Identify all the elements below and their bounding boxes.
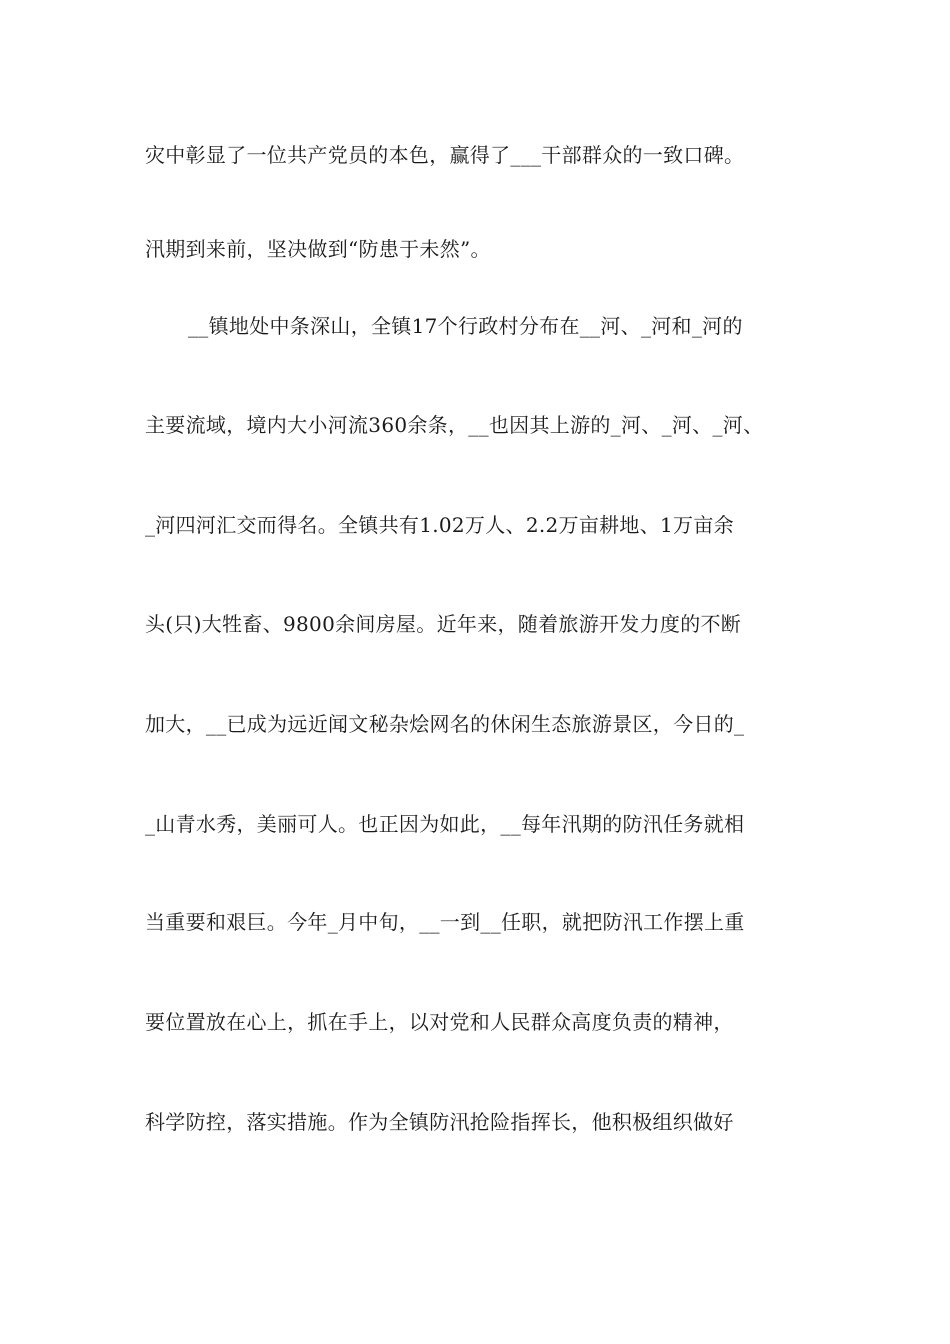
text-line-11: 科学防控，落实措施。作为全镇防汛抢险指挥长，他积极组织做好 [145,1110,734,1134]
text-line-2: 汛期到来前，坚决做到“防患于未然”。 [145,237,491,261]
text-line-8: _山青水秀，美丽可人。也正因为如此，__每年汛期的防汛任务就相 [145,812,745,836]
text-line-10: 要位置放在心上，抓在手上，以对党和人民群众高度负责的精神， [145,1010,734,1034]
text-line-4: 主要流域，境内大小河流360余条，__也因其上游的_河、_河、_河、 [145,413,764,437]
text-line-1: 灾中彰显了一位共产党员的本色，赢得了___干部群众的一致口碑。 [145,143,745,167]
text-line-9: 当重要和艰巨。今年_月中旬，__一到__任职，就把防汛工作摆上重 [145,910,745,934]
text-line-5: _河四河汇交而得名。全镇共有1.02万人、2.2万亩耕地、1万亩余 [145,513,734,537]
text-line-7: 加大，__已成为远近闻文秘杂烩网名的休闲生态旅游景区，今日的_ [145,712,745,736]
text-line-3: __镇地处中条深山，全镇17个行政村分布在__河、_河和_河的 [188,314,743,338]
text-line-6: 头(只)大牲畜、9800余间房屋。近年来，随着旅游开发力度的不断 [145,612,742,636]
